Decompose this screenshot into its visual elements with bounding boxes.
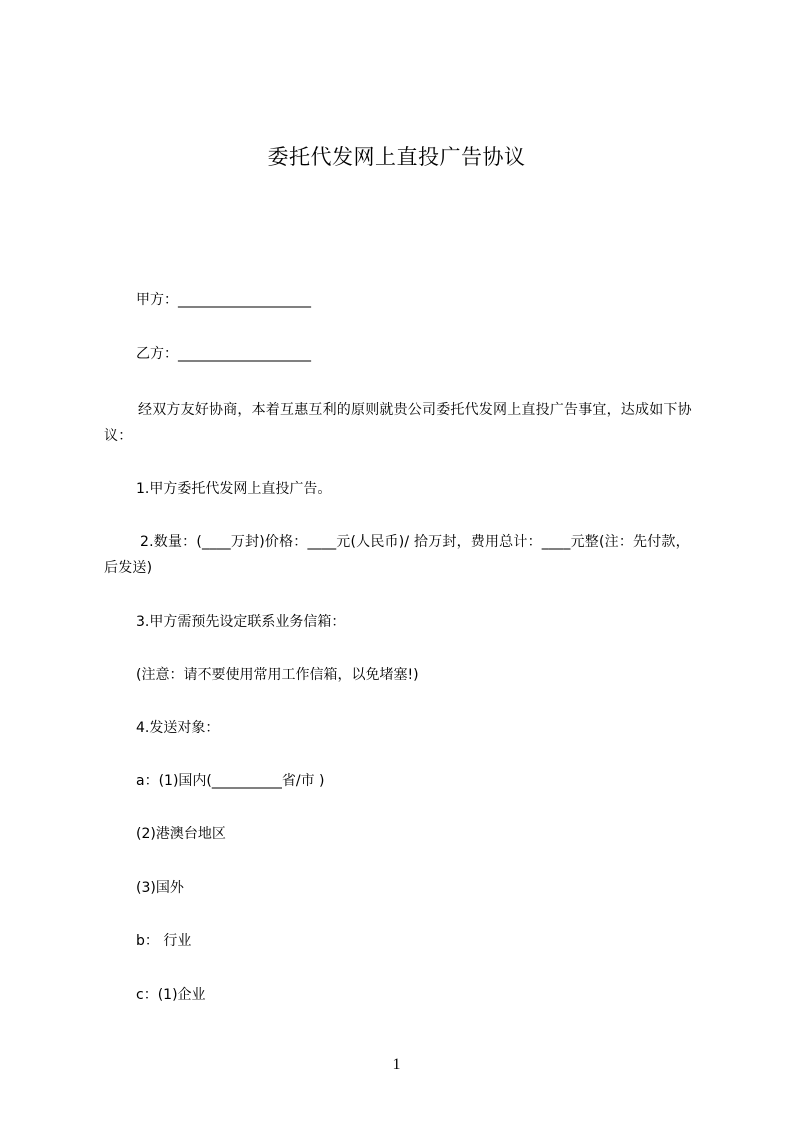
intro-paragraph: 经双方友好协商，本着互惠互利的原则就贵公司委托代发网上直投广告事宜，达成如下协议： [104, 402, 692, 444]
item-a-1: a：(1)国内(__________省/市 ) [136, 773, 325, 789]
document-title: 委托代发网上直投广告协议 [267, 145, 526, 169]
item-b: b： 行业 [136, 933, 192, 949]
party-a-line: 甲方：___________________ [136, 292, 311, 308]
party-b-line: 乙方：___________________ [136, 346, 311, 362]
item-1: 1.甲方委托代发网上直投广告。 [136, 481, 332, 497]
item-a-2: (2)港澳台地区 [136, 826, 226, 842]
item-a-3: (3)国外 [136, 880, 184, 896]
page-number: 1 [392, 1056, 401, 1073]
item-2-paragraph: 2.数量：(____万封)价格：____元(人民币)/ 拾万封，费用总计：____元整(注：先付款，后发送) [104, 534, 690, 576]
item-4: 4.发送对象： [136, 720, 220, 736]
item-3: 3.甲方需预先设定联系业务信箱： [136, 614, 346, 630]
note-line: (注意：请不要使用常用工作信箱，以免堵塞!) [136, 667, 419, 683]
item-c-1: c：(1)企业 [136, 987, 206, 1003]
